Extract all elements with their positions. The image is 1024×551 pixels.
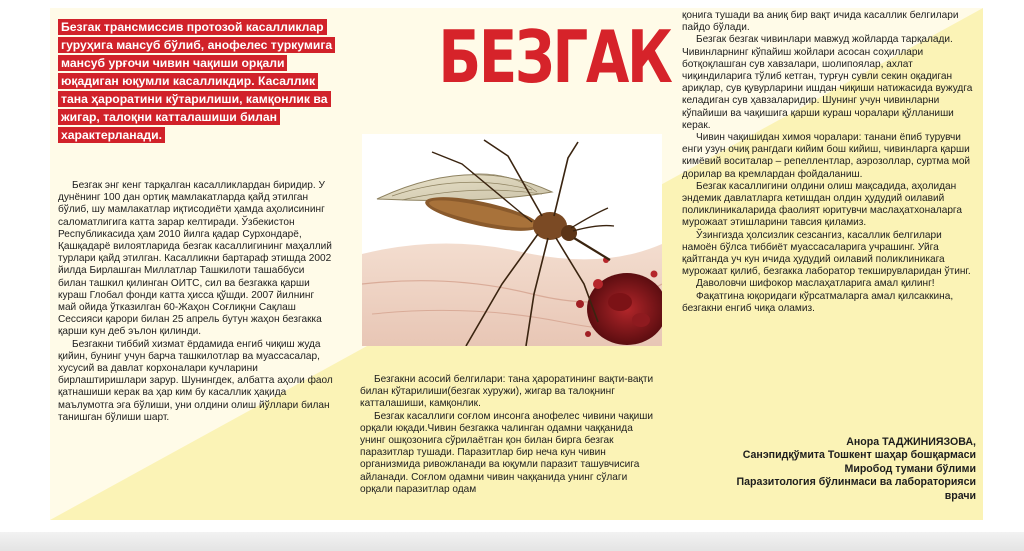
right-paragraph-1: қонига тушади ва аниқ бир вақт ичида касаллик белгилари пайдо бўлади. bbox=[682, 10, 959, 34]
mosquito-illustration bbox=[362, 134, 662, 346]
right-paragraph-2: Безгак безгак чивинлари мавжуд жойларда тарқалади. Чивинларнинг кўпайиш жойлари асосан соҳиллари ботқоқлашган сув хавзалари, шолипоялар, ахлат чиқиндиларига тўлиб кетган, турғун сувли секин оқадиган ариқлар, сув қувурларини ишдан чиқиши натижасида вужудга келадиган сув ҳавзаларидир. Шунинг учун чивинларни кўпайиши ва чақишига қарши кураш чоралари қўлланиши керак. bbox=[682, 34, 973, 131]
right-paragraph-3: Чивин чақишидан химоя чоралари: танани ёпиб турувчи енги узун очиқ рангдаги кийим бош кийиш, чивинларга қарши кимёвий воситалар – репеллентлар, аэрозоллар, суртма мой дорилар ва кремлардан фойдаланиш. bbox=[682, 132, 971, 180]
right-paragraph-4: Безгак касаллигини олдини олиш мақсадида, аҳолидан эндемик давлатларга кетишдан олдин ҳудудий оилавий поликлиникаларида фаолият юритувчи маслаҳатхоналарга мурожаат этишларини тавсия қиламиз. bbox=[682, 180, 963, 229]
left-paragraph-1: Безгак энг кенг тарқалган касалликлардан биридир. У дунёнинг 100 дан ортиқ мамлакатларда қайд этилган бўлиб, шу мамлакатлар иқтисодиёти ҳамда аҳолисининг саломатлигига катта зарар келтиради. Ўзбекистон Республикасида ҳам 2010 йилга қадар Сурхондарё, Қашқадарё вилоятларида безгак касаллигининг маҳаллий турлари қайд этилган. Касалликни бартараф этишда 2002 йилда Бирлашган Миллатлар Ташкилоти ташаббуси билан ташкил қилинган ОИТС, сил ва безгакка қарши кураш Глобал фонди катта ҳисса қўшди. 2007 йилнинг май ойида ўтказилган 60-Жаҳон Соғлиқни Сақлаш Сессияси қарори билан 25 апрель бутун жаҳон безгакка қарши кун деб эълон қилинди. bbox=[58, 180, 332, 338]
author-signature bbox=[682, 436, 976, 503]
lead-paragraph: Безгак трансмиссив протозой касалликлар гуруҳига мансуб бўлиб, анофелес туркумига мансуб урғочи чивин чақиши орқали юқадиган юқумли касалликдир. Касаллик тана ҳароратини кўтарилиши, камқонлик ва жигар, талоқни катталашиши билан характерланади. bbox=[58, 19, 335, 143]
article-title: БЕЗГАК bbox=[438, 15, 671, 99]
author-org-line-3: Паразитология бўлинмаси ва лабораторияси bbox=[736, 476, 976, 489]
author-org-line-4: врачи bbox=[944, 489, 976, 502]
author-org-line-2: Миробод тумани бўлими bbox=[844, 462, 976, 475]
middle-paragraph-2: Безгак касаллиги соғлом инсонга анофелес чивини чақиши орқали юқади.Чивин безгакка чалинган одамни чаққанида унинг ошқозонига сўрилаётган қон билан бирга безгак паразитлар тушади. Паразитлар бир неча кун чивин организмида ривожланади ва юқумли паразит ташувчисига айланади. Соғлом одамни чивин чаққанида унинг сўлаги орқали паразитлар одам bbox=[360, 410, 653, 495]
right-column bbox=[682, 10, 976, 315]
lead-box bbox=[58, 18, 338, 144]
newspaper-page bbox=[50, 8, 983, 520]
right-paragraph-5: Ўзингизда ҳолсизлик сезсангиз, касаллик белгилари намоён бўлса тиббиёт муассасаларига учрашинг. Уйга қайтганда уч кун ичида ҳудудий оилавий поликлиникага мурожаат қилиб, безгакка лаборатор текширувларидан ўтинг. bbox=[682, 229, 971, 278]
author-org-line-1: Санэпидқўмита Тошкент шаҳар бошқармаси bbox=[742, 449, 976, 462]
middle-column bbox=[360, 374, 660, 496]
right-paragraph-6: Даволовчи шифокор маслаҳатларига амал қилинг! bbox=[696, 278, 935, 290]
left-paragraph-2: Безгакни тиббий хизмат ёрдамида енгиб чиқиш жуда қийин, бунинг учун барча ташкилотлар ва муассасалар, хусусий ва давлат корхоналари кучларини бирлаштиришлари зарур. Шунингдек, албатта аҳоли фаол қатнашиши керак ва ҳар ким бу касаллик ҳақида маълумотга эга бўлиши, уни олдини олиш йўллари билан танишган бўлиши шарт. bbox=[58, 338, 333, 423]
right-paragraph-7: Фақатгина юқоридаги кўрсатмаларга амал қилсаккина, безгакни енгиб чиқа оламиз. bbox=[682, 290, 954, 314]
bottom-margin bbox=[0, 532, 1024, 551]
middle-paragraph-1: Безгакни асосий белгилари: тана ҳароратининг вақти-вақти билан кўтарилиши(безгак хуружи), жигар ва талоқнинг катталашиши, камқонлик. bbox=[360, 374, 654, 410]
author-name: Анора ТАДЖИНИЯЗОВА, bbox=[846, 436, 976, 448]
left-column bbox=[58, 180, 333, 424]
mosquito-icon bbox=[362, 134, 662, 346]
